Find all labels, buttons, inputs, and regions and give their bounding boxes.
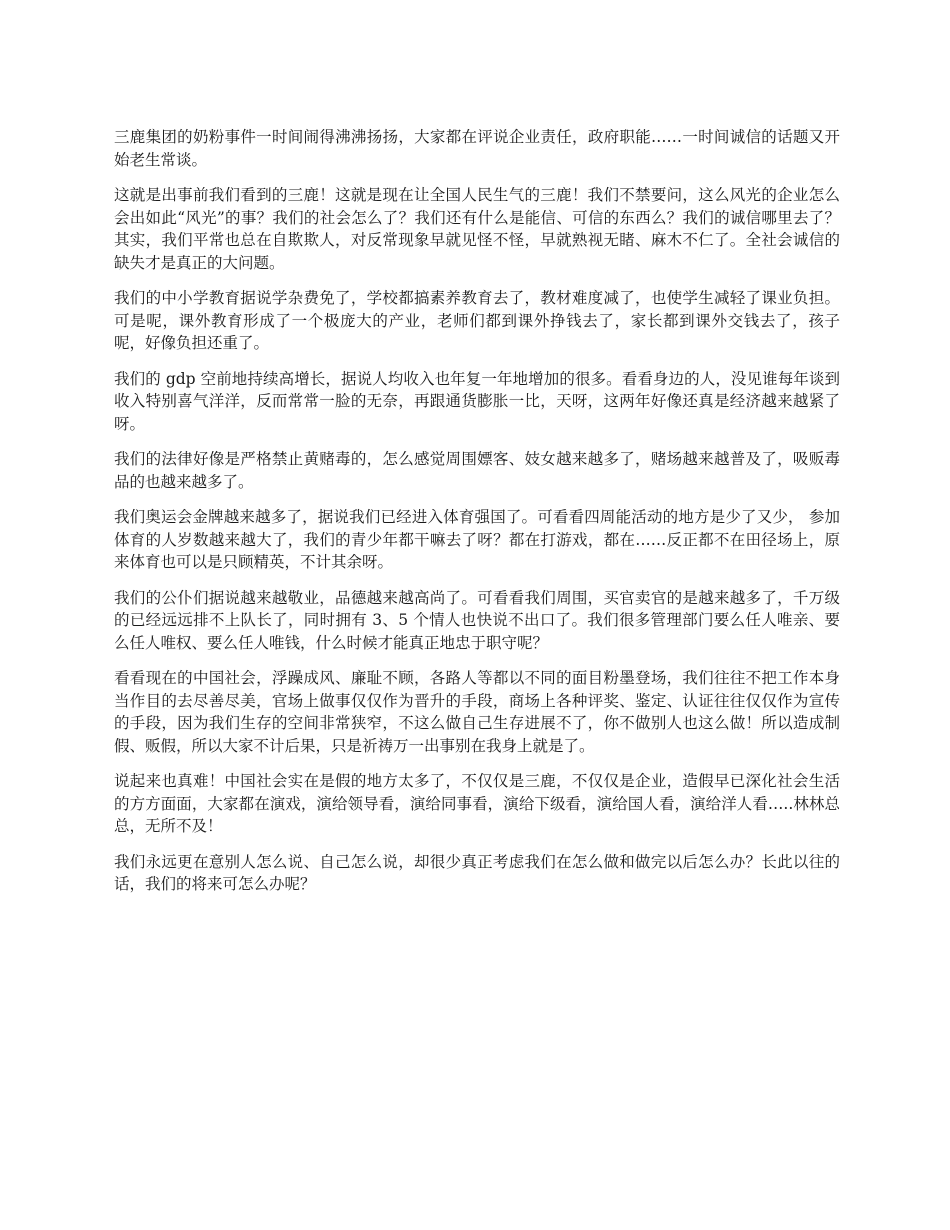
paragraph-2: 这就是出事前我们看到的三鹿！这就是现在让全国人民生气的三鹿！我们不禁要问，这么风光的企业怎么会出如此“风光”的事？我们的社会怎么了？我们还有什么是能信、可信的东西么？我们的诚信哪里去了？其实，我们平常也总在自欺欺人，对反常现象早就见怪不怪，早就熟视无睹、麻木不仁了。全社会诚信的缺失才是真正的大问题。 <box>114 186 840 272</box>
paragraph-7: 我们的公仆们据说越来越敬业，品德越来越高尚了。可看看我们周围，买官卖官的是越来越多了，千万级的已经远远排不上队长了，同时拥有 3、5 个情人也快说不出口了。我们很多管理部门要么任人唯亲、要么任人唯权、要么任人唯钱，什么时候才能真正地忠于职守呢？ <box>114 588 840 652</box>
paragraph-1: 三鹿集团的奶粉事件一时间闹得沸沸扬扬，大家都在评说企业责任，政府职能……一时间诚信的话题又开始老生常谈。 <box>114 128 840 169</box>
paragraph-8: 看看现在的中国社会，浮躁成风、廉耻不顾，各路人等都以不同的面目粉墨登场，我们往往不把工作本身当作目的去尽善尽美，官场上做事仅仅作为晋升的手段，商场上各种评奖、鉴定、认证往往仅仅作为宣传的手段，因为我们生存的空间非常狭窄，不这么做自己生存进展不了，你不做别人也这么做！所以造成制假、贩假，所以大家不计后果，只是祈祷万一出事别在我身上就是了。 <box>114 669 840 755</box>
paragraph-4: 我们的 gdp 空前地持续高增长，据说人均收入也年复一年地增加的很多。看看身边的人，没见谁每年谈到收入特别喜气洋洋，反而常常一脸的无奈，再跟通货膨胀一比，天呀，这两年好像还真是经济越来越紧了呀。 <box>114 369 840 433</box>
document-body <box>114 126 840 909</box>
paragraph-5: 我们的法律好像是严格禁止黄赌毒的，怎么感觉周围嫖客、妓女越来越多了，赌场越来越普及了，吸贩毒品的也越来越多了。 <box>114 450 840 491</box>
paragraph-6: 我们奥运会金牌越来越多了，据说我们已经进入体育强国了。可看看四周能活动的地方是少了又少， 参加体育的人岁数越来越大了，我们的青少年都干嘛去了呀？都在打游戏，都在……反正都不在田径场上，原来体育也可以是只顾精英，不计其余呀。 <box>114 508 840 571</box>
paragraph-10: 我们永远更在意别人怎么说、自己怎么说，却很少真正考虑我们在怎么做和做完以后怎么办？长此以往的话，我们的将来可怎么办呢？ <box>114 852 840 893</box>
paragraph-3: 我们的中小学教育据说学杂费免了，学校都搞素养教育去了，教材难度减了，也使学生减轻了课业负担。可是呢，课外教育形成了一个极庞大的产业，老师们都到课外挣钱去了，家长都到课外交钱去了，孩子呢，好像负担还重了。 <box>114 289 840 352</box>
paragraph-9: 说起来也真难！中国社会实在是假的地方太多了，不仅仅是三鹿，不仅仅是企业，造假早已深化社会生活的方方面面，大家都在演戏，演给领导看，演给同事看，演给下级看，演给国人看，演给洋人看…..林林总总，无所不及！ <box>114 772 840 835</box>
